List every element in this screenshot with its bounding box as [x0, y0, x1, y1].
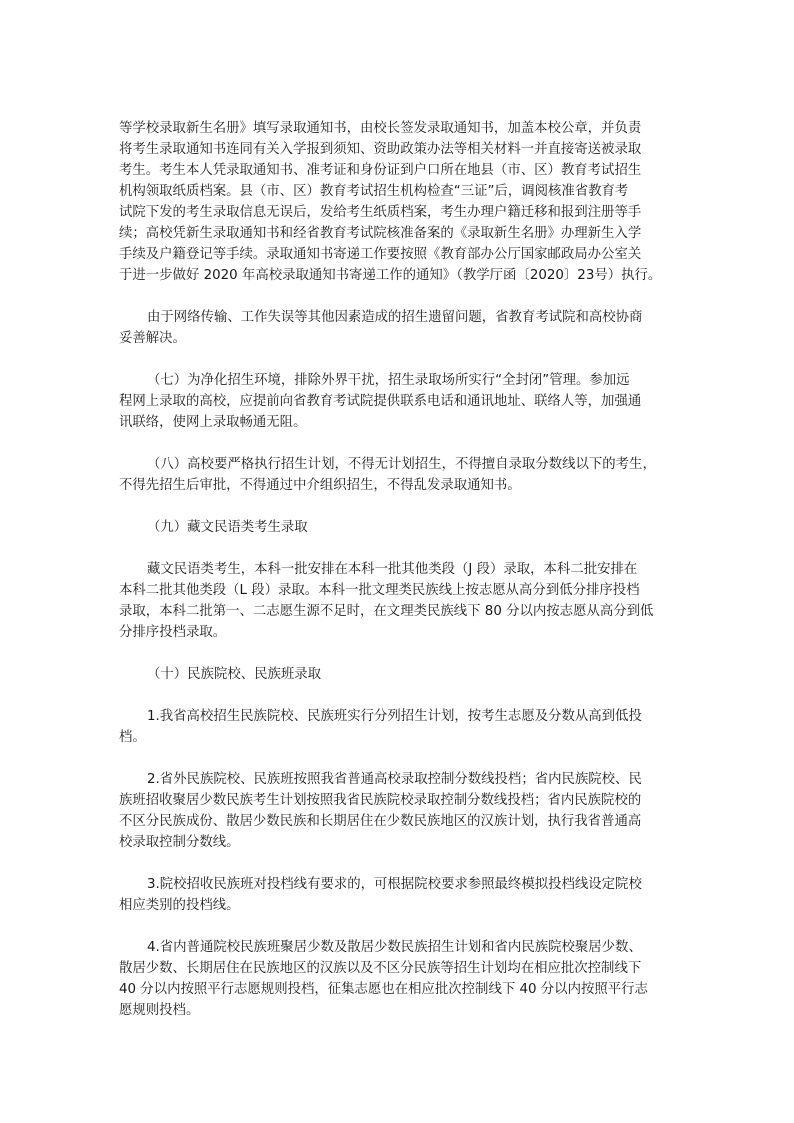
text-line: 档。	[119, 730, 146, 745]
text-line: 2.省外民族院校、民族班按照我省普通高校录取控制分数线投档；省内民族院校、民	[147, 772, 642, 787]
text-line: 散居少数、长期居住在民族地区的汉族以及不区分民族等招生计划均在相应批次控制线下	[119, 961, 642, 976]
section-heading: （九）藏文民语类考生录取	[147, 520, 308, 535]
text-line: 录取，本科二批第一、二志愿生源不足时，在文理类民族线下 80 分以内按志愿从高分到低	[119, 604, 654, 619]
text-line: 本科二批其他类段（L 段）录取。本科一批文理类民族线上按志愿从高分到低分排序投档	[119, 583, 640, 598]
text-line: （七）为净化招生环境，排除外界干扰，招生录取场所实行“全封闭”管理。参加远	[147, 373, 630, 388]
paragraph-item-4	[119, 937, 679, 1021]
text-line: 40 分以内按照平行志愿规则投档，征集志愿也在相应批次控制线下 40 分以内按照平行志	[119, 982, 648, 997]
text-line: 1.我省高校招生民族院校、民族班实行分列招生计划，按考生志愿及分数从高到低投	[147, 709, 642, 724]
text-line: 续；高校凭新生录取通知书和经省教育考试院核准备案的《录取新生名册》办理新生入学	[119, 226, 642, 241]
paragraph-leftover-issues	[119, 307, 679, 349]
text-line: 愿规则投档。	[119, 1003, 200, 1018]
text-line: 族班招收聚居少数民族考生计划按照我省民族院校录取控制分数线投档；省内民族院校的	[119, 793, 642, 808]
paragraph-item-2	[119, 769, 679, 853]
text-line: 4.省内普通院校民族班聚居少数及散居少数民族招生计划和省内民族院校聚居少数、	[147, 940, 642, 955]
text-line: 程网上录取的高校，应提前向省教育考试院提供联系电话和通讯地址、联络人等，加强通	[119, 394, 642, 409]
paragraph-tibetan-admission	[119, 559, 679, 643]
paragraph-item-3	[119, 874, 679, 916]
text-line: 分排序投档录取。	[119, 625, 227, 640]
text-line: 相应类别的投档线。	[119, 898, 240, 913]
text-line: 3.院校招收民族班对投档线有要求的，可根据院校要求参照最终模拟投档线设定院校	[147, 877, 642, 892]
paragraph-item-1	[119, 706, 679, 748]
paragraph-admission-letter-delivery	[119, 118, 679, 286]
text-line: 手续及户籍登记等手续。录取通知书寄递工作要按照《教育部办公厅国家邮政局办公室关	[119, 247, 642, 262]
text-line: 于进一步做好 2020 年高校录取通知书寄递工作的通知》（教学厅函〔2020〕23号）执行。	[119, 268, 662, 283]
text-line: 将考生录取通知书连同有关入学报到须知、资助政策办法等相关材料一并直接寄送被录取	[119, 142, 642, 157]
paragraph-section-8	[119, 454, 679, 496]
text-line: 由于网络传输、工作失误等其他因素造成的招生遗留问题，省教育考试院和高校协商	[147, 310, 643, 325]
text-line: 试院下发的考生录取信息无误后，发给考生纸质档案，考生办理户籍迁移和报到注册等手	[119, 205, 642, 220]
text-line: 机构领取纸质档案。县（市、区）教育考试招生机构检查“三证”后，调阅核准省教育考	[119, 184, 629, 199]
heading-section-10	[119, 664, 679, 685]
text-line: 校录取控制分数线。	[119, 835, 240, 850]
text-line: 不得先招生后审批，不得通过中介组织招生，不得乱发录取通知书。	[119, 478, 521, 493]
text-line: 不区分民族成份、散居少数民族和长期居住在少数民族地区的汉族计划，执行我省普通高	[119, 814, 642, 829]
text-line: 藏文民语类考生，本科一批安排在本科一批其他类段（J 段）录取，本科二批安排在	[147, 562, 638, 577]
section-heading: （十）民族院校、民族班录取	[147, 667, 322, 682]
text-line: 讯联络，使网上录取畅通无阻。	[119, 415, 307, 430]
heading-section-9	[119, 517, 679, 538]
text-line: （八）高校要严格执行招生计划，不得无计划招生，不得擅自录取分数线以下的考生，	[147, 457, 656, 472]
text-line: 等学校录取新生名册》填写录取通知书，由校长签发录取通知书，加盖本校公章，并负责	[119, 121, 642, 136]
text-line: 妥善解决。	[119, 331, 186, 346]
text-line: 考生。考生本人凭录取通知书、准考证和身份证到户口所在地县（市、区）教育考试招生	[119, 163, 642, 178]
paragraph-section-7	[119, 370, 679, 433]
